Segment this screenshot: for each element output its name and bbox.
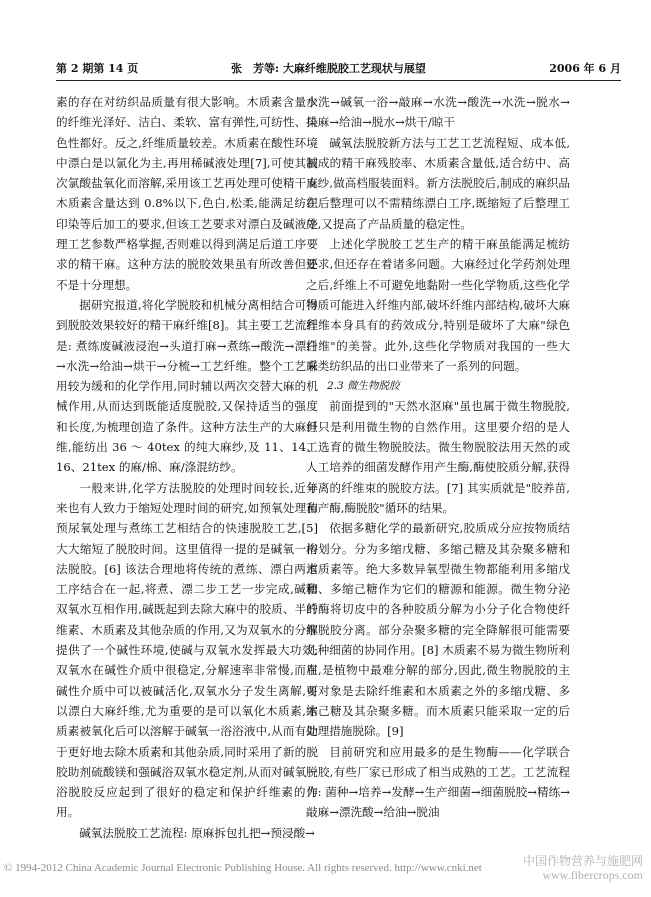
paragraph: 上述化学脱胶工艺生产的精干麻虽能满足梳纺要求,但还存在着诸多问题。大麻经过化学药剂处理之后,纤维上不可避免地黏附一些化学物质,这些化学物质可能进入纤维内部,破坏纤维内部结构,破坏大麻纤维本身具有的药效成分,特别是破坏了大麻"绿色纤维"的美誉。此外,这些化学物质对我国的一些大麻类纺织品的出口业带来了一系列的问题。 (306, 237, 570, 373)
paragraph: 依据多糖化学的最新研究,胶质成分应按物质结构划分。分为多缩戊糖、多缩己糖及其杂聚多糖和木质素等。绝大多数异氧型微生物都能利用多缩戊糖、多缩己糖作为它们的糖源和能源。微生物分泌的酶将切皮中的各种胶质分解为小分子化合物使纤维脱胶分离。部分杂聚多糖的完全降解很可能需要几种细菌的协同作用。[8] 木质素不易为微生物所利用,是植物中最难分解的部分,因此,微生物脱胶的主要对象是去除纤维素和木质素之外的多缩戊糖、多缩己糖及其杂聚多糖。而木质素只能采取一定的后处理措施脱除。[9] (306, 521, 570, 739)
section-heading: 2.3 微生物脱胶 (327, 380, 400, 393)
watermark (523, 854, 643, 882)
paragraph: 素的存在对纺织品质量有很大影响。木质素含量少的纤维光泽好、洁白、柔软、富有弹性,可纺性、染色性都好。反之,纤维质量较差。木质素在酸性环境中漂白是以氯化为主,再用稀碱液处理[7],可使其被次氯酸盐氧化而溶解,采用该工艺再处理可使精干麻木质素含量达到 0.8%以下,色白,松柔,能满足纺织印染等后加工的要求,但该工艺要求对漂白及碱液处理工艺参数严格掌握,否则难以得到满足后道工序要求的精干麻。这种方法的脱胶效果虽有所改善但还不是十分理想。 (56, 95, 318, 292)
header-date: 2006 年 6 月 (549, 62, 621, 75)
paragraph: 碱氧法脱胶工艺流程: 原麻拆包扎把→预浸酸→ (79, 825, 315, 840)
paragraph: 前面提到的"天然水沤麻"虽也属于微生物脱胶,但只是利用微生物的自然作用。这里要介绍的是人工选育的微生物脱胶法。微生物脱胶法用天然的或人工培养的细菌发酵作用产生酶,酶使胶质分解,获得分离的纤维束的脱胶方法。[7] 其实质就是"胶养苗,苗产酶,酶脱胶"循环的结果。 (306, 399, 570, 515)
watermark-url: www.fibercrops.com (542, 868, 643, 882)
header-rule (56, 80, 621, 81)
watermark-cn: 中国作物营养与施肥网 (522, 854, 643, 868)
paragraph: 水洗→碱氧一浴→敲麻→水洗→酸洗→水洗→脱水→抖麻→给油→脱水→烘干/晾干 (306, 95, 570, 130)
paragraph: 一般来讲,化学方法脱胶的处理时间较长,近年来也有人致力于缩短处理时间的研究,如预氧处理和预尿氧处理与煮练工艺相结合的快速脱胶工艺,[5] 大大缩短了脱胶时间。这里值得一提的是碱氧一浴法脱胶。[6] 该法合理地将传统的煮练、漂白两道工序结合在一起,将煮、漂二步工艺一步完成,碱和双氧水互相作用,碱既起到去除大麻中的胶质、半纤维素、木质素及其他杂质的作用,又为双氧水的分解提供了一个碱性环境,使碱与双氧水发挥最大功效;双氧水在碱性介质中很稳定,分解速率非常慢,而在碱性介质中可以被碱活化,双氧水分子发生离解,可以漂白大麻纤维,尤为重要的是可以氧化木质素,木质素被氧化后可以溶解于碱氧一浴浴液中,从而有助于更好地去除木质素和其他杂质,同时采用了新的脱胶助剂硫酸镁和强碱浴双氧水稳定剂,从而对碱氧一浴脱胶反应起到了很好的稳定和保护纤维素的作用。 (56, 480, 318, 820)
running-header (56, 60, 621, 80)
header-issue: 第 2 期第 14 页 (56, 62, 139, 75)
page-footer (0, 854, 651, 882)
left-column (56, 92, 318, 843)
paragraph: 目前研究和应用最多的是生物酶——化学联合脱胶,有些厂家已形成了相当成熟的工艺。工艺流程为: 菌种→培养→发酵→生产细菌→细菌脱胶→精练→敲麻→漂洗酸→给油→脱油 (306, 744, 570, 820)
paragraph: 据研究报道,将化学脱胶和机械分离相结合可得到脱胶效果较好的精干麻纤维[8]。其主要工艺流程是: 煮练废碱液浸泡→头道打麻→煮练→酸洗→漂白→水洗→给油→烘干→分梳→工艺纤维。整个工艺采用较为缓和的化学作用,同时辅以两次交替大麻的机械作用,从而达到既能适度脱胶,又保持适当的强度和长度,为梳理创造了条件。这种方法生产的大麻纤维,能纺出 36 ～ 40tex 的纯大麻纱,及 11、14、16、21tex 的麻/棉、麻/涤混纺纱。 (56, 297, 318, 475)
paragraph: 碱氧法脱胶新方法与工艺工艺流程短、成本低,制成的精干麻残胶率、木质素含量低,适合纺中、高支纱,做高档服装面料。新方法脱胶后,制成的麻织品在后整理可以不需精练漂白工序,既缩短了后整理工序,又提高了产品质量的稳定性。 (306, 135, 570, 231)
cnki-link[interactable]: http://www.cnki.net (394, 862, 482, 874)
right-column (306, 92, 570, 823)
footer-copyright (4, 862, 482, 874)
header-title: 张 芳等: 大麻纤维脱胶工艺现状与展望 (231, 62, 426, 75)
copyright-text: © 1994-2012 China Academic Journal Electronic Publishing House. All rights reserved. (4, 862, 392, 874)
